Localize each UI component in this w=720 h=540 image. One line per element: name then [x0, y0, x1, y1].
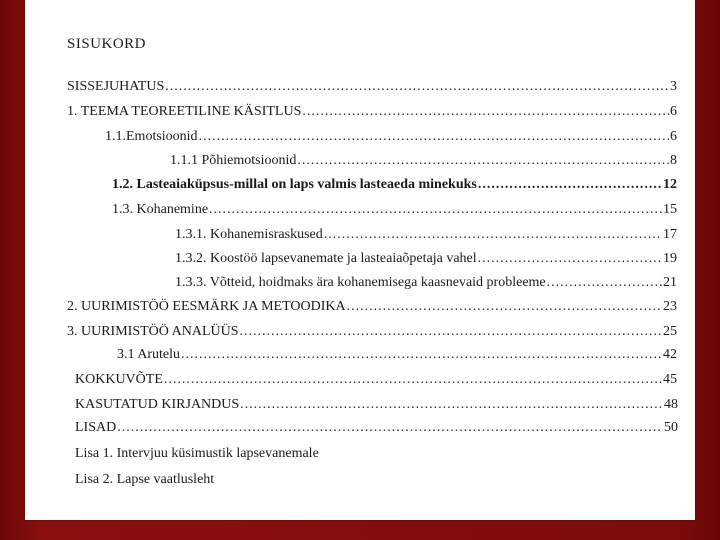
toc-label: 2. UURIMISTÖÖ EESMÄRK JA METOODIKA	[67, 299, 346, 314]
toc-entry-1-3-2	[175, 251, 677, 271]
toc-page: 8	[670, 153, 677, 168]
toc-label: 1.3.3. Võtteid, hoidmaks ära kohanemisega kaasnevaid probleeme	[175, 275, 546, 290]
toc-page: 17	[663, 227, 677, 242]
toc-page: 15	[663, 202, 677, 217]
toc-page: 3	[670, 79, 677, 94]
toc-leader	[324, 227, 662, 243]
toc-page: 6	[670, 104, 677, 119]
toc-leader	[297, 153, 669, 169]
toc-page: 21	[663, 275, 677, 290]
toc-page: 23	[663, 299, 677, 314]
toc-entry-sissejuhatus	[67, 79, 677, 99]
toc-entry-1-3	[112, 202, 677, 222]
toc-label: 3.1 Arutelu	[117, 347, 180, 362]
toc-entry-chapter-2	[67, 299, 677, 319]
toc-leader	[547, 275, 662, 291]
toc-label: 1.3. Kohanemine	[112, 202, 209, 217]
toc-label: 3. UURIMISTÖÖ ANALÜÜS	[67, 324, 239, 339]
toc-leader	[181, 347, 662, 363]
toc-leader	[209, 202, 662, 218]
toc-entry-1-1-1	[170, 153, 677, 173]
toc-label: LISAD	[75, 420, 117, 435]
toc-leader	[478, 177, 662, 193]
toc-page: 50	[664, 420, 678, 435]
toc-page: 25	[663, 324, 677, 339]
toc-label: 1.2. Lasteaiaküpsus-millal on laps valmis lasteaeda minekuks	[112, 177, 477, 192]
toc-entry-lisad	[75, 420, 678, 440]
toc-entry-chapter-1	[67, 104, 677, 124]
toc-leader	[240, 324, 662, 340]
toc-entry-1-3-3	[175, 275, 677, 295]
toc-label: 1.1.Emotsioonid	[105, 129, 198, 144]
toc-entry-1-1	[105, 129, 677, 149]
toc-entry-1-2	[112, 177, 677, 197]
toc-label: 1. TEEMA TEOREETILINE KÄSITLUS	[67, 104, 302, 119]
toc-leader	[240, 397, 663, 413]
toc-label: SISSEJUHATUS	[67, 79, 165, 94]
toc-page: 42	[663, 347, 677, 362]
appendix-1: Lisa 1. Intervjuu küsimustik lapsevanemale	[75, 446, 319, 461]
toc-leader	[347, 299, 662, 315]
toc-entry-kasutatud-kirjandus	[75, 397, 678, 417]
toc-label: KASUTATUD KIRJANDUS	[75, 397, 240, 412]
appendix-2: Lisa 2. Lapse vaatlusleht	[75, 472, 215, 487]
toc-page: 12	[663, 177, 677, 192]
toc-leader	[164, 372, 662, 388]
toc-page: 48	[664, 397, 678, 412]
toc-leader	[478, 251, 662, 267]
toc-leader	[165, 79, 669, 95]
toc-entry-3-1	[117, 347, 677, 367]
page-title: SISUKORD	[67, 36, 147, 52]
toc-label: KOKKUVÕTE	[75, 372, 163, 387]
toc-label: 1.3.2. Koostöö lapsevanemate ja lasteaiaõpetaja vahel	[175, 251, 477, 266]
toc-entry-chapter-3	[67, 324, 677, 344]
document-page	[25, 0, 695, 520]
toc-label: 1.1.1 Põhiemotsioonid	[170, 153, 297, 168]
toc-entry-kokkuvote	[75, 372, 677, 392]
toc-leader	[199, 129, 669, 145]
toc-page: 6	[670, 129, 677, 144]
toc-label: 1.3.1. Kohanemisraskused	[175, 227, 323, 242]
toc-page: 45	[663, 372, 677, 387]
toc-leader	[117, 420, 663, 436]
toc-entry-1-3-1	[175, 227, 677, 247]
toc-page: 19	[663, 251, 677, 266]
toc-leader	[302, 104, 669, 120]
